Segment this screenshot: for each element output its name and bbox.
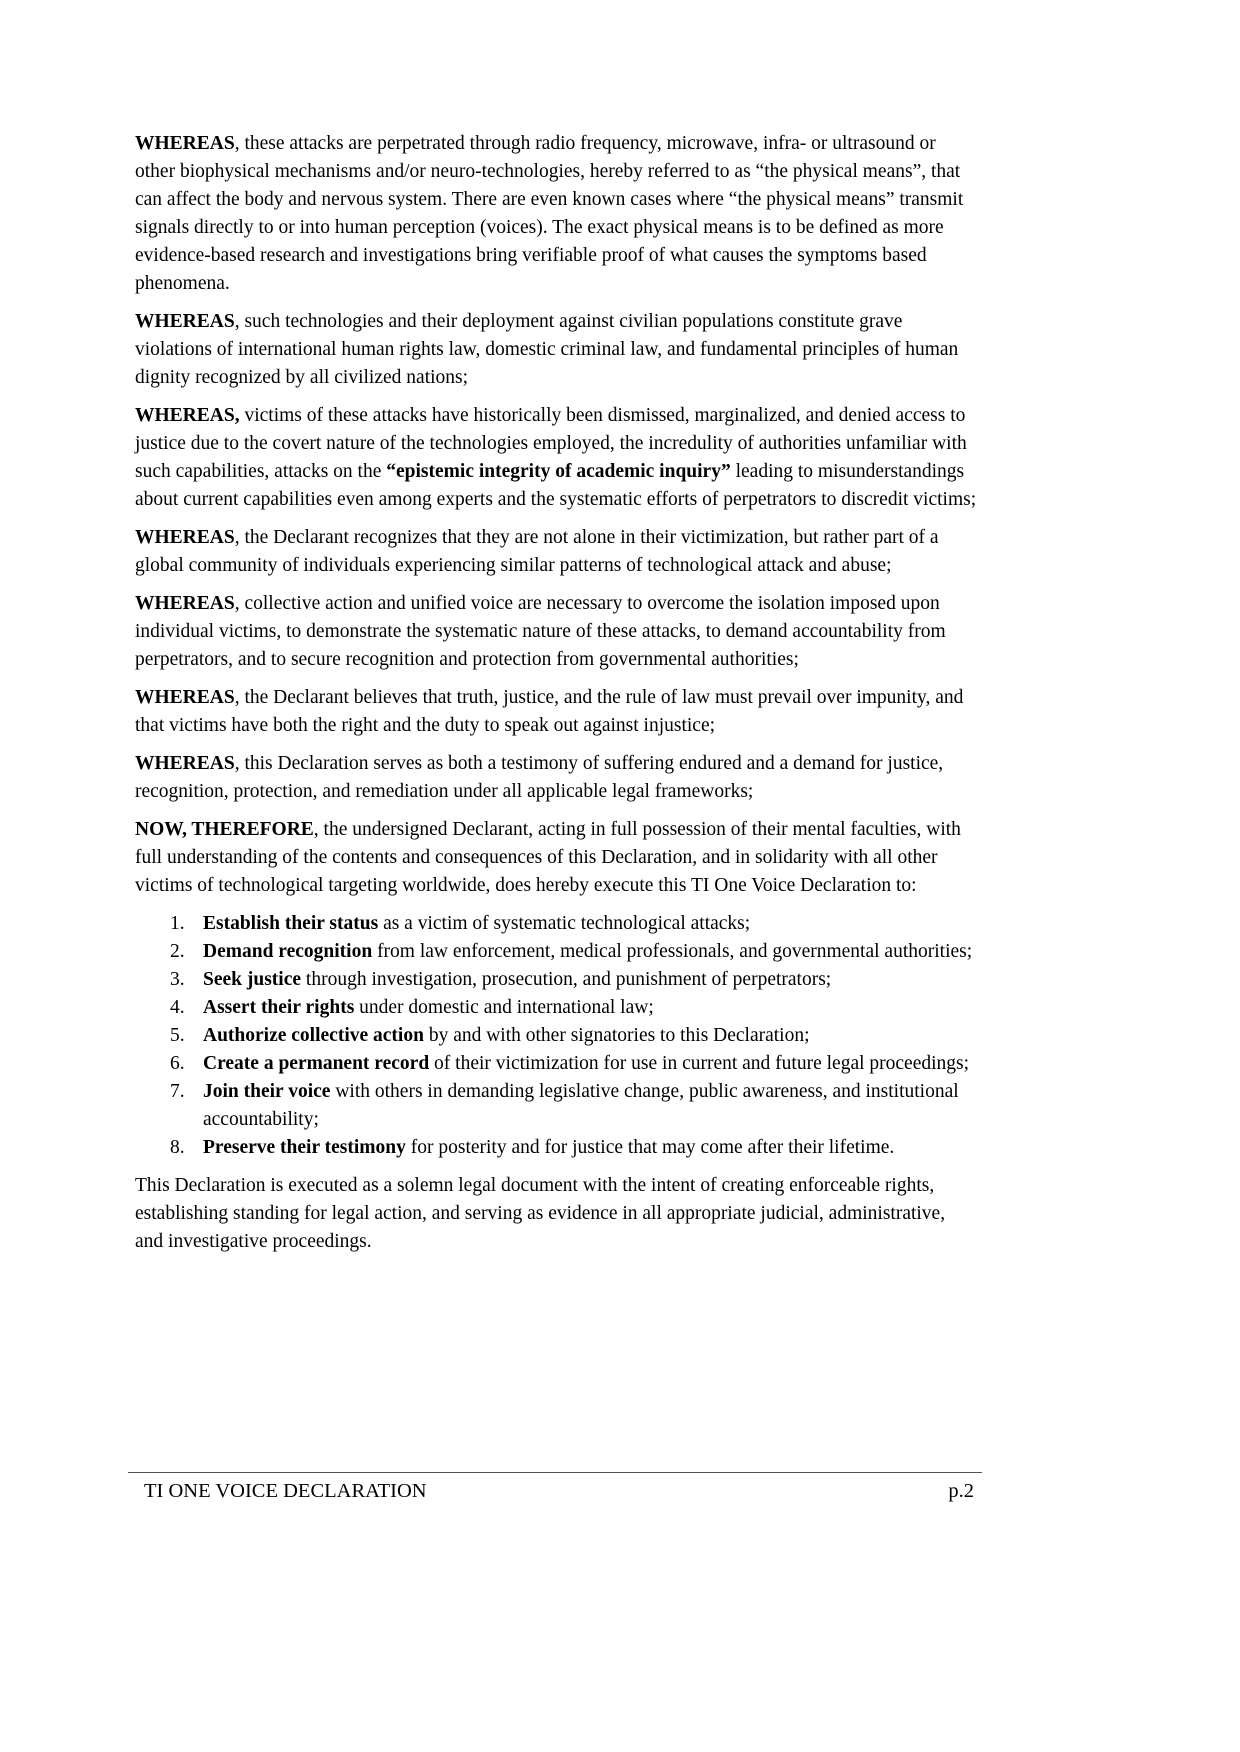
list-item-text	[203, 910, 977, 938]
list-item	[170, 1050, 977, 1078]
list-item	[170, 994, 977, 1022]
paragraph-text: victims of these attacks have historically been dismissed, marginalized, and denied access to justice due to the covert nature of the technologies employed, the incredulity of authorities unfamiliar with such capabilities, attacks on the	[135, 405, 967, 482]
paragraph-whereas-6	[135, 684, 977, 740]
paragraph-whereas-2	[135, 308, 977, 392]
list-item-text	[203, 966, 977, 994]
list-item-text	[203, 938, 977, 966]
list-item-number: 6.	[170, 1053, 185, 1074]
closing-paragraph: This Declaration is executed as a solemn legal document with the intent of creating enforceable rights, establishing standing for legal action, and serving as evidence in all appropriate judicial, administrative, and investigative proceedings.	[135, 1175, 946, 1252]
list-item-text	[203, 1134, 977, 1162]
list-item-text	[203, 1078, 977, 1134]
paragraph-whereas-4	[135, 524, 977, 580]
paragraph-whereas-1	[135, 130, 977, 298]
list-item-bold: Create a permanent record	[203, 1053, 430, 1074]
paragraph-lead: WHEREAS	[135, 527, 235, 548]
paragraph-text: , the Declarant believes that truth, justice, and the rule of law must prevail over impunity, and that victims have both the right and the duty to speak out against injustice;	[135, 687, 964, 736]
list-item-number: 2.	[170, 941, 185, 962]
footer-page-number: p.2	[948, 1480, 974, 1502]
list-item-rest: with others in demanding legislative change, public awareness, and institutional accountability;	[203, 1081, 959, 1130]
paragraph-now-therefore	[135, 816, 977, 900]
list-item-text	[203, 1050, 977, 1078]
list-item-bold: Preserve their testimony	[203, 1137, 406, 1158]
paragraph-whereas-3	[135, 402, 977, 514]
list-item-rest: of their victimization for use in current and future legal proceedings;	[429, 1053, 970, 1074]
paragraph-text: leading to misunderstandings about current capabilities even among experts and the systematic efforts of perpetrators to discredit victims;	[135, 461, 977, 510]
list-item-rest: as a victim of systematic technological attacks;	[378, 913, 751, 934]
paragraph-lead: WHEREAS	[135, 311, 235, 332]
list-item-bold: Seek justice	[203, 969, 302, 990]
list-item-rest: from law enforcement, medical professionals, and governmental authorities;	[372, 941, 973, 962]
action-list	[135, 910, 977, 1162]
list-item-rest: by and with other signatories to this Declaration;	[423, 1025, 810, 1046]
list-item-text	[203, 1022, 977, 1050]
list-item-bold: Join their voice	[203, 1081, 331, 1102]
list-item	[170, 966, 977, 994]
paragraph-lead: WHEREAS,	[135, 405, 240, 426]
paragraph-text: , this Declaration serves as both a testimony of suffering endured and a demand for justice, recognition, protection, and remediation under all applicable legal frameworks;	[135, 753, 944, 802]
paragraph-lead: WHEREAS	[135, 687, 235, 708]
paragraph-text: , these attacks are perpetrated through radio frequency, microwave, infra- or ultrasound or other biophysical mechanisms and/or neuro-technologies, hereby referred to as “the physical means”, that can affect the body and nervous system. There are even known cases where “the physical means” transmit signals directly to or into human perception (voices). The exact physical means is to be defined as more evidence-based research and investigations bring verifiable proof of what causes the symptoms based phenomena.	[135, 133, 964, 294]
list-item	[170, 1022, 977, 1050]
list-item-bold: Authorize collective action	[203, 1025, 424, 1046]
list-item-number: 5.	[170, 1025, 185, 1046]
list-item-number: 7.	[170, 1081, 185, 1102]
paragraph-text: , collective action and unified voice are necessary to overcome the isolation imposed upon individual victims, to demonstrate the systematic nature of these attacks, to demand accountability from perpetrators, and to secure recognition and protection from governmental authorities;	[135, 593, 946, 670]
list-item-rest: under domestic and international law;	[354, 997, 654, 1018]
list-item-number: 3.	[170, 969, 185, 990]
paragraph-whereas-7	[135, 750, 977, 806]
paragraph-text: , such technologies and their deployment against civilian populations constitute grave violations of international human rights law, domestic criminal law, and fundamental principles of human dignity recognized by all civilized nations;	[135, 311, 959, 388]
list-item	[170, 910, 977, 938]
list-item	[170, 1134, 977, 1162]
paragraph-lead: WHEREAS	[135, 753, 235, 774]
list-item-rest: through investigation, prosecution, and punishment of perpetrators;	[301, 969, 832, 990]
list-item-bold: Assert their rights	[203, 997, 355, 1018]
paragraph-text: , the undersigned Declarant, acting in full possession of their mental faculties, with full understanding of the contents and consequences of this Declaration, and in solidarity with all other victims of technological targeting worldwide, does hereby execute this TI One Voice Declaration to:	[135, 819, 961, 896]
paragraph-lead: WHEREAS	[135, 593, 235, 614]
paragraph-bold-phrase: “epistemic integrity of academic inquiry”	[386, 461, 731, 482]
list-item	[170, 1078, 977, 1134]
page-footer	[128, 1472, 982, 1505]
list-item-number: 8.	[170, 1137, 185, 1158]
paragraph-lead: NOW, THEREFORE	[135, 819, 314, 840]
footer-title: TI ONE VOICE DECLARATION	[144, 1480, 427, 1502]
list-item-number: 1.	[170, 913, 185, 934]
paragraph-text: , the Declarant recognizes that they are not alone in their victimization, but rather part of a global community of individuals experiencing similar patterns of technological attack and abuse;	[135, 527, 939, 576]
document-body	[135, 130, 977, 1256]
list-item-bold: Establish their status	[203, 913, 379, 934]
list-item-number: 4.	[170, 997, 185, 1018]
list-item-bold: Demand recognition	[203, 941, 373, 962]
list-item-rest: for posterity and for justice that may come after their lifetime.	[405, 1137, 895, 1158]
paragraph-whereas-5	[135, 590, 977, 674]
list-item-text	[203, 994, 977, 1022]
list-item	[170, 938, 977, 966]
paragraph-lead: WHEREAS	[135, 133, 235, 154]
